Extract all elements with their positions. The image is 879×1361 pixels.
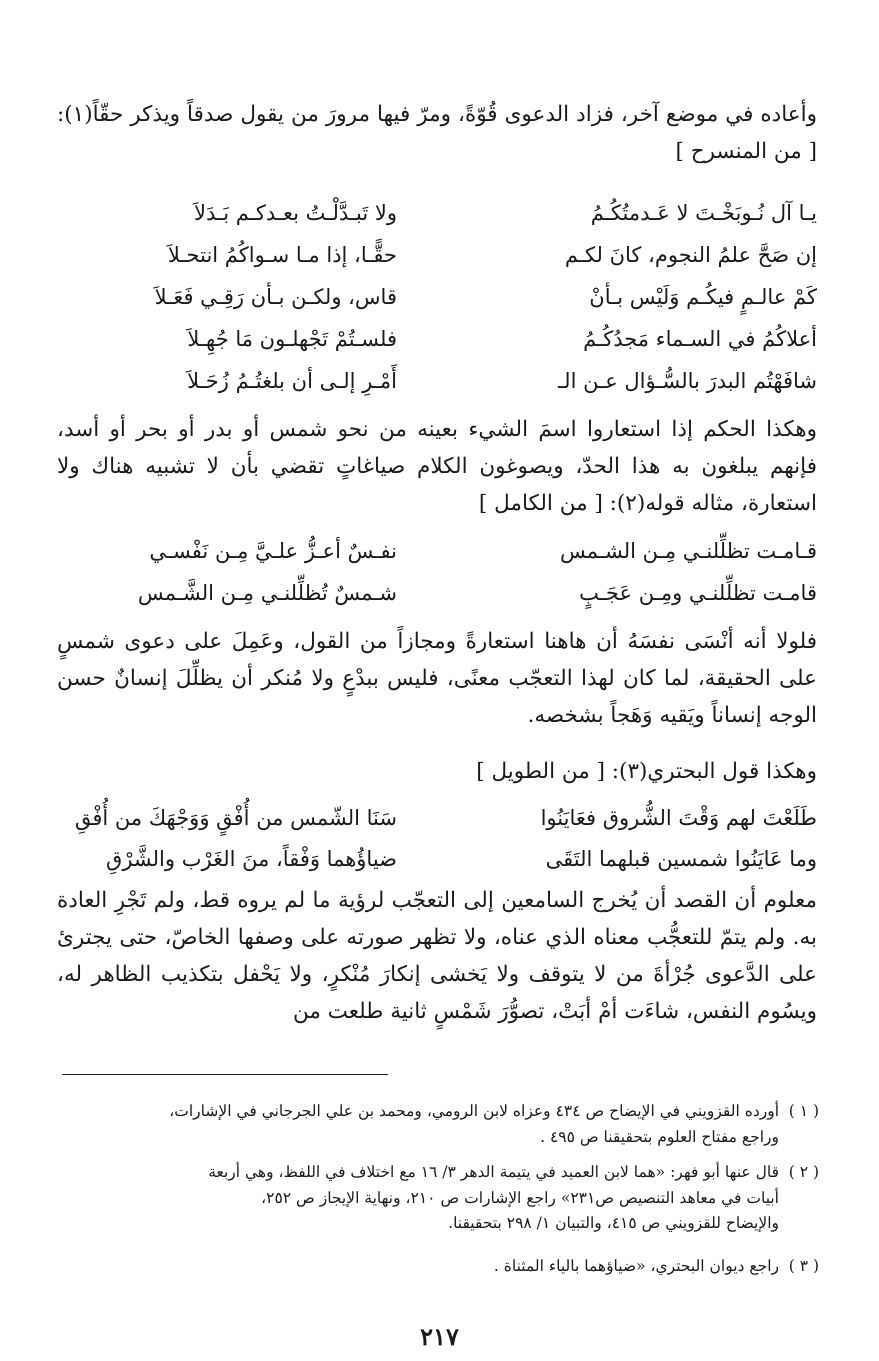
footnote-text: راجع ديوان البحتري، «ضياؤهما بالياء المثناة .	[493, 1257, 779, 1275]
poem-hemistich-first: أعلاكُمُ في السـماء مَجدُكُـمُ	[583, 327, 817, 351]
poem-hemistich-second: قاس، ولكـن بـأن رَقِـي فَعَـلاَ	[154, 285, 397, 309]
poem-hemistich-second: نفـسٌ أعـزُّ علـيَّ مِـن نَفْسـي	[149, 539, 397, 563]
paragraph-5: معلوم أن القصد أن يُخرج السامعين إلى التعجّب لرؤية ما لم يروه قط، ولم تَجْرِ العادة به. ولم يتمّ للتعجُّب معناه الذي عناه، ولا تظهر صورته على وصفها الخاصّ، حتى يجترئ على الدَّعوى جُرْأةَ من لا يتوقف ولا يَخشى إنكارَ مُنْكرٍ، ولا يَحْفل بتكذيب الظاهر له، ويسُوم النفس، شاءَت أمْ أبَتْ، تصوُّرَ شَمْسٍ ثانية طلعت من	[57, 888, 817, 1024]
poem-hemistich-second: سَنَا الشّمس من أُفْقٍ وَوَجْهَكَ من أُفْقِ	[74, 806, 397, 830]
poem-hemistich-first: قـامـت تظلِّلنـي مِـن الشـمس	[559, 539, 817, 563]
poem-hemistich-first: شافَهْتُم البدرَ بالسُّـؤال عـن الـ	[558, 369, 817, 393]
poem-hemistich-first: كَمْ عالـمٍ فيكُـم وَلَيْس بـأنْ	[589, 285, 817, 309]
footnote-2	[51, 1160, 819, 1237]
poem-hemistich-first: قامـت تظلِّلنـي ومِـن عَجَـبٍ	[579, 581, 817, 605]
poem-line	[57, 535, 817, 567]
paragraph-3: فلولا أنه أنْسَى نفسَهُ أن هاهنا استعارةً ومجازاً من القول، وعَمِلَ على دعوى شمسٍ على الحقيقة، لما كان لهذا التعجّب معنًى، فليس ببدْعٍ ولا مُنكر أن يظلِّلَ إنسانٌ حسن الوجه إنساناً ويَقيه وَهَجاً بشخصه.	[57, 629, 817, 728]
poem-line	[57, 239, 817, 271]
footnote-text: وراجع مفتاح العلوم بتحقيقنا ص ٤٩٥ .	[540, 1127, 779, 1146]
footnote-divider	[62, 1074, 388, 1075]
footnote-number: ( ٢ )	[788, 1163, 819, 1181]
poem-hemistich-second: حقًّـا، إذا مـا سـواكُمُ انتحـلاَ	[167, 243, 397, 267]
footnote-text: قال عنها أبو فهر: «هما لابن العميد في يتيمة الدهر ٣/ ١٦ مع اختلاف في اللفظ، وهي أربعة	[208, 1163, 779, 1181]
poem-hemistich-second: فلسـتُمْ تَجْهلـون مَا جُهِـلاَ	[187, 327, 397, 351]
poem-line	[57, 843, 817, 875]
poem-line	[57, 577, 817, 609]
footnote-text: أورده القزويني في الإيضاح ص ٤٣٤ وعزاه لابن الرومي، ومحمد بن علي الجرجاني في الإشارات،	[169, 1102, 779, 1120]
poem-line	[57, 197, 817, 229]
poem-line	[57, 802, 817, 834]
poem-hemistich-second: ولا تَبـدَّلْـتُ بعـدكـم بَـدَلاَ	[194, 201, 397, 225]
footnote-text: أبيات في معاهد التنصيص ص٢٣١» راجع الإشارات ص ٢١٠، ونهاية الإيجاز ص ٢٥٢،	[261, 1188, 779, 1207]
paragraph-4: وهكذا قول البحتري(٣): [ من الطويل ]	[476, 759, 817, 784]
footnote-number: ( ٣ )	[788, 1257, 819, 1275]
paragraph-2: وهكذا الحكم إذا استعاروا اسمَ الشيء بعينه من نحو شمس أو بدر أو بحر أو أسد، فإنهم يبلغون به هذا الحدّ، ويصوغون الكلام صياغاتٍ تقضي بأن لا تشبيه هناك ولا استعارة، مثاله قوله(٢): [ من الكامل ]	[57, 417, 817, 516]
poem-hemistich-second: ضياؤُهما وَفْقاً، منَ الغَرْب والشَّرْقِ	[106, 847, 397, 871]
poem-line	[57, 281, 817, 313]
poem-hemistich-first: وما عَايَنُوا شمسين قبلهما التَقَى	[545, 847, 817, 871]
footnote-1	[51, 1099, 819, 1150]
page-number: ٢١٧	[420, 1322, 459, 1351]
footnote-text: والإيضاح للقزويني ص ٤١٥، والتبيان ١/ ٢٩٨ بتحقيقنا.	[448, 1214, 779, 1232]
paragraph-1: وأعاده في موضع آخر، فزاد الدعوى قُوّةً، ومرّ فيها مرورَ من يقول صدقاً ويذكر حقّاً(١): [ من المنسرح ]	[57, 102, 817, 164]
poem-hemistich-first: طَلَعْتَ لهم وَقْتَ الشُّروق فعَايَنُوا	[540, 806, 817, 830]
footnote-3	[51, 1254, 819, 1280]
poem-hemistich-first: إن صَحَّ علمُ النجوم، كانَ لكـم	[564, 243, 817, 267]
poem-hemistich-second: أَمْـرِ إلـى أن بلغتُـمُ زُحَـلاَ	[187, 369, 397, 393]
poem-hemistich-second: شـمسٌ تُظلِّلنـي مِـن الشَّـمس	[137, 581, 397, 605]
poem-line	[57, 365, 817, 397]
poem-hemistich-first: يـا آل نُـوبَخْـتَ لا عَـدمتُكُـمُ	[590, 201, 817, 225]
poem-line	[57, 323, 817, 355]
footnote-number: ( ١ )	[788, 1102, 819, 1120]
